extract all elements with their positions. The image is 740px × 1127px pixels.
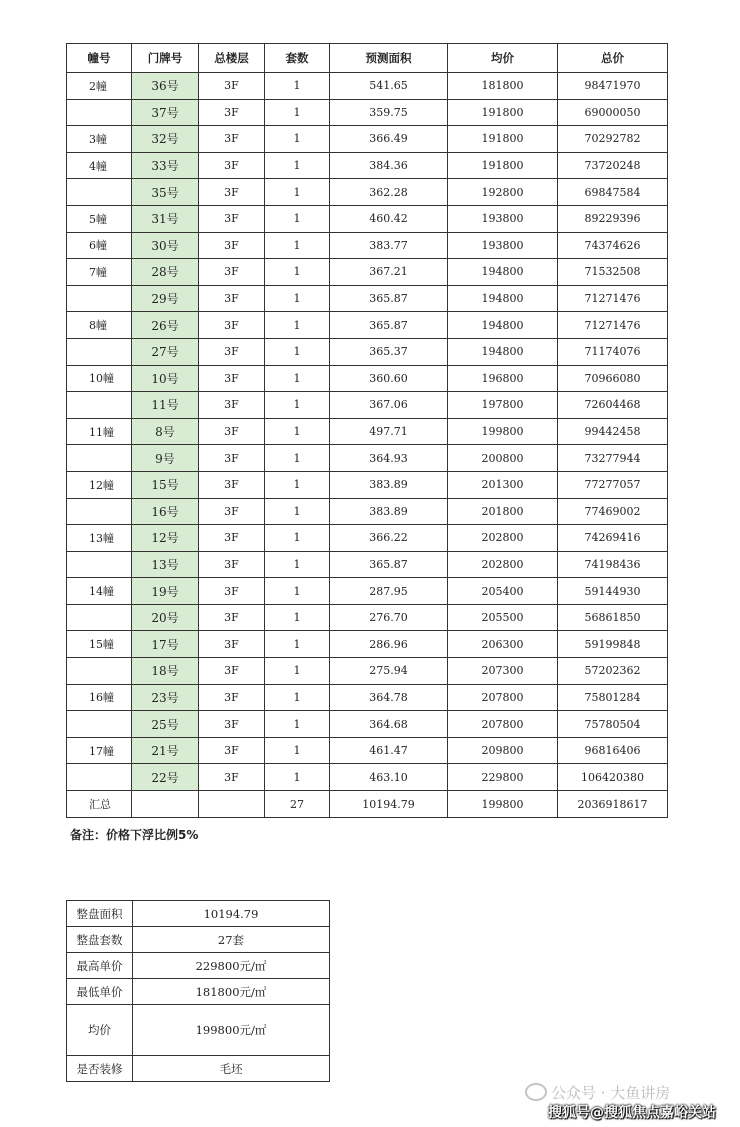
sohu-watermark: 搜狐号@搜狐焦点嘉峪关站 (548, 1105, 716, 1121)
average-price-cell: 201300 (448, 471, 558, 498)
building-cell (67, 445, 132, 472)
average-price-cell: 209800 (448, 737, 558, 764)
area-cell: 362.28 (330, 179, 448, 206)
header-average-price: 均价 (448, 44, 558, 73)
building-cell (67, 99, 132, 126)
door-number-cell: 10号 (132, 365, 199, 392)
header-total-floors: 总楼层 (199, 44, 265, 73)
units-cell: 1 (265, 578, 330, 605)
door-number-cell: 9号 (132, 445, 199, 472)
average-price-cell: 194800 (448, 312, 558, 339)
summary-label: 整盘套数 (67, 927, 133, 953)
average-price-cell: 191800 (448, 126, 558, 153)
table-body (67, 73, 668, 791)
summary-label: 是否装修 (67, 1056, 133, 1082)
door-number-cell: 25号 (132, 711, 199, 738)
average-price-cell: 199800 (448, 418, 558, 445)
summary-value: 199800元/㎡ (133, 1005, 330, 1056)
table-row (67, 232, 668, 259)
building-cell: 12幢 (67, 471, 132, 498)
average-price-cell: 229800 (448, 764, 558, 791)
table-row (67, 205, 668, 232)
table-header-row (67, 44, 668, 73)
area-cell: 276.70 (330, 604, 448, 631)
floors-cell: 3F (199, 312, 265, 339)
area-cell: 365.87 (330, 285, 448, 312)
floors-cell: 3F (199, 764, 265, 791)
door-number-cell: 33号 (132, 152, 199, 179)
average-price-cell: 191800 (448, 99, 558, 126)
floors-cell: 3F (199, 152, 265, 179)
door-number-cell: 35号 (132, 179, 199, 206)
header-building: 幢号 (67, 44, 132, 73)
units-cell: 1 (265, 179, 330, 206)
units-cell: 1 (265, 232, 330, 259)
total-price-cell: 69847584 (558, 179, 668, 206)
units-cell: 1 (265, 737, 330, 764)
building-cell (67, 658, 132, 685)
table-row (67, 99, 668, 126)
floors-cell: 3F (199, 525, 265, 552)
building-cell (67, 179, 132, 206)
floors-cell: 3F (199, 73, 265, 100)
door-number-cell: 13号 (132, 551, 199, 578)
total-price-cell: 56861850 (558, 604, 668, 631)
floors-cell: 3F (199, 737, 265, 764)
door-number-cell: 31号 (132, 205, 199, 232)
total-price-cell: 89229396 (558, 205, 668, 232)
area-cell: 365.87 (330, 551, 448, 578)
average-price-cell: 194800 (448, 285, 558, 312)
average-price-cell: 200800 (448, 445, 558, 472)
floors-cell: 3F (199, 711, 265, 738)
summary-row (67, 1005, 330, 1056)
average-price-cell: 191800 (448, 152, 558, 179)
table-row (67, 498, 668, 525)
total-price-cell: 75801284 (558, 684, 668, 711)
table-row (67, 711, 668, 738)
average-price-cell: 207300 (448, 658, 558, 685)
table-row (67, 392, 668, 419)
wechat-watermark-text: 公众号 · 大鱼讲房 (551, 1084, 671, 1102)
floors-cell: 3F (199, 338, 265, 365)
door-number-cell: 16号 (132, 498, 199, 525)
table-row (67, 551, 668, 578)
units-cell: 1 (265, 392, 330, 419)
totals-average-price: 199800 (448, 791, 558, 818)
area-cell: 541.65 (330, 73, 448, 100)
wechat-watermark (525, 1082, 670, 1103)
door-number-cell: 11号 (132, 392, 199, 419)
floors-cell: 3F (199, 205, 265, 232)
door-number-cell: 23号 (132, 684, 199, 711)
average-price-cell: 194800 (448, 259, 558, 286)
average-price-cell: 207800 (448, 684, 558, 711)
summary-row (67, 979, 330, 1005)
door-number-cell: 26号 (132, 312, 199, 339)
table-row (67, 684, 668, 711)
door-number-cell: 32号 (132, 126, 199, 153)
area-cell: 383.89 (330, 471, 448, 498)
table-row (67, 631, 668, 658)
units-cell: 1 (265, 445, 330, 472)
units-cell: 1 (265, 684, 330, 711)
building-cell: 14幢 (67, 578, 132, 605)
total-price-cell: 74198436 (558, 551, 668, 578)
units-cell: 1 (265, 711, 330, 738)
units-cell: 1 (265, 312, 330, 339)
floors-cell: 3F (199, 578, 265, 605)
building-cell: 17幢 (67, 737, 132, 764)
units-cell: 1 (265, 604, 330, 631)
summary-value: 毛坯 (133, 1056, 330, 1082)
door-number-cell: 37号 (132, 99, 199, 126)
total-price-cell: 71532508 (558, 259, 668, 286)
summary-label: 均价 (67, 1005, 133, 1056)
header-total-price: 总价 (558, 44, 668, 73)
area-cell: 383.89 (330, 498, 448, 525)
building-cell: 5幢 (67, 205, 132, 232)
table-row (67, 658, 668, 685)
floors-cell: 3F (199, 631, 265, 658)
totals-label: 汇总 (67, 791, 132, 818)
average-price-cell: 206300 (448, 631, 558, 658)
price-note: 备注：价格下浮比例5% (70, 828, 199, 842)
door-number-cell: 17号 (132, 631, 199, 658)
table-row (67, 73, 668, 100)
table-row (67, 179, 668, 206)
total-price-cell: 59144930 (558, 578, 668, 605)
table-row (67, 285, 668, 312)
area-cell: 461.47 (330, 737, 448, 764)
average-price-cell: 192800 (448, 179, 558, 206)
summary-label: 最高单价 (67, 953, 133, 979)
units-cell: 1 (265, 658, 330, 685)
floors-cell: 3F (199, 498, 265, 525)
total-price-cell: 106420380 (558, 764, 668, 791)
wechat-icon (525, 1083, 547, 1101)
total-price-cell: 72604468 (558, 392, 668, 419)
summary-row (67, 953, 330, 979)
building-cell: 10幢 (67, 365, 132, 392)
door-number-cell: 18号 (132, 658, 199, 685)
summary-label: 最低单价 (67, 979, 133, 1005)
area-cell: 364.68 (330, 711, 448, 738)
average-price-cell: 181800 (448, 73, 558, 100)
total-price-cell: 98471970 (558, 73, 668, 100)
building-cell: 8幢 (67, 312, 132, 339)
floors-cell: 3F (199, 551, 265, 578)
area-cell: 366.22 (330, 525, 448, 552)
price-table (66, 43, 668, 818)
building-cell (67, 498, 132, 525)
header-estimated-area: 预测面积 (330, 44, 448, 73)
total-price-cell: 74374626 (558, 232, 668, 259)
total-price-cell: 70966080 (558, 365, 668, 392)
building-cell (67, 764, 132, 791)
totals-area: 10194.79 (330, 791, 448, 818)
area-cell: 365.37 (330, 338, 448, 365)
door-number-cell: 12号 (132, 525, 199, 552)
average-price-cell: 196800 (448, 365, 558, 392)
building-cell: 6幢 (67, 232, 132, 259)
total-price-cell: 74269416 (558, 525, 668, 552)
floors-cell: 3F (199, 126, 265, 153)
summary-value: 27套 (133, 927, 330, 953)
units-cell: 1 (265, 764, 330, 791)
door-number-cell: 19号 (132, 578, 199, 605)
floors-cell: 3F (199, 658, 265, 685)
building-cell (67, 338, 132, 365)
units-cell: 1 (265, 152, 330, 179)
total-price-cell: 70292782 (558, 126, 668, 153)
units-cell: 1 (265, 631, 330, 658)
average-price-cell: 202800 (448, 551, 558, 578)
totals-row (67, 791, 668, 818)
table-row (67, 152, 668, 179)
average-price-cell: 194800 (448, 338, 558, 365)
door-number-cell: 36号 (132, 73, 199, 100)
header-unit-count: 套数 (265, 44, 330, 73)
building-cell (67, 551, 132, 578)
door-number-cell: 20号 (132, 604, 199, 631)
building-cell (67, 392, 132, 419)
area-cell: 367.21 (330, 259, 448, 286)
table-row (67, 604, 668, 631)
area-cell: 463.10 (330, 764, 448, 791)
summary-row (67, 927, 330, 953)
building-cell: 11幢 (67, 418, 132, 445)
floors-cell: 3F (199, 259, 265, 286)
area-cell: 359.75 (330, 99, 448, 126)
area-cell: 364.93 (330, 445, 448, 472)
table-row (67, 471, 668, 498)
totals-door (132, 791, 199, 818)
total-price-cell: 75780504 (558, 711, 668, 738)
summary-row (67, 901, 330, 927)
units-cell: 1 (265, 73, 330, 100)
floors-cell: 3F (199, 392, 265, 419)
floors-cell: 3F (199, 232, 265, 259)
units-cell: 1 (265, 471, 330, 498)
door-number-cell: 28号 (132, 259, 199, 286)
area-cell: 366.49 (330, 126, 448, 153)
summary-value: 10194.79 (133, 901, 330, 927)
table-row (67, 312, 668, 339)
total-price-cell: 59199848 (558, 631, 668, 658)
average-price-cell: 202800 (448, 525, 558, 552)
table-row (67, 764, 668, 791)
units-cell: 1 (265, 498, 330, 525)
building-cell (67, 604, 132, 631)
total-price-cell: 71271476 (558, 312, 668, 339)
area-cell: 460.42 (330, 205, 448, 232)
total-price-cell: 57202362 (558, 658, 668, 685)
total-price-cell: 71174076 (558, 338, 668, 365)
summary-row (67, 1056, 330, 1082)
door-number-cell: 29号 (132, 285, 199, 312)
table-row (67, 365, 668, 392)
total-price-cell: 96816406 (558, 737, 668, 764)
totals-units: 27 (265, 791, 330, 818)
totals-total-price: 2036918617 (558, 791, 668, 818)
table-row (67, 525, 668, 552)
total-price-cell: 77469002 (558, 498, 668, 525)
total-price-cell: 73720248 (558, 152, 668, 179)
door-number-cell: 22号 (132, 764, 199, 791)
total-price-cell: 73277944 (558, 445, 668, 472)
units-cell: 1 (265, 99, 330, 126)
floors-cell: 3F (199, 285, 265, 312)
door-number-cell: 27号 (132, 338, 199, 365)
average-price-cell: 201800 (448, 498, 558, 525)
area-cell: 275.94 (330, 658, 448, 685)
building-cell: 2幢 (67, 73, 132, 100)
average-price-cell: 193800 (448, 205, 558, 232)
average-price-cell: 205400 (448, 578, 558, 605)
area-cell: 287.95 (330, 578, 448, 605)
units-cell: 1 (265, 285, 330, 312)
floors-cell: 3F (199, 684, 265, 711)
building-cell: 16幢 (67, 684, 132, 711)
table-row (67, 737, 668, 764)
door-number-cell: 8号 (132, 418, 199, 445)
floors-cell: 3F (199, 99, 265, 126)
average-price-cell: 197800 (448, 392, 558, 419)
units-cell: 1 (265, 205, 330, 232)
door-number-cell: 30号 (132, 232, 199, 259)
table-row (67, 259, 668, 286)
header-door-number: 门牌号 (132, 44, 199, 73)
units-cell: 1 (265, 259, 330, 286)
area-cell: 365.87 (330, 312, 448, 339)
area-cell: 360.60 (330, 365, 448, 392)
units-cell: 1 (265, 365, 330, 392)
table-row (67, 418, 668, 445)
totals-floors (199, 791, 265, 818)
floors-cell: 3F (199, 471, 265, 498)
table-row (67, 445, 668, 472)
units-cell: 1 (265, 338, 330, 365)
summary-value: 229800元/㎡ (133, 953, 330, 979)
area-cell: 383.77 (330, 232, 448, 259)
average-price-cell: 193800 (448, 232, 558, 259)
building-cell: 7幢 (67, 259, 132, 286)
area-cell: 364.78 (330, 684, 448, 711)
summary-label: 整盘面积 (67, 901, 133, 927)
building-cell: 3幢 (67, 126, 132, 153)
average-price-cell: 207800 (448, 711, 558, 738)
floors-cell: 3F (199, 365, 265, 392)
table-row (67, 338, 668, 365)
floors-cell: 3F (199, 604, 265, 631)
building-cell: 13幢 (67, 525, 132, 552)
table-row (67, 578, 668, 605)
door-number-cell: 21号 (132, 737, 199, 764)
average-price-cell: 205500 (448, 604, 558, 631)
total-price-cell: 69000050 (558, 99, 668, 126)
building-cell (67, 285, 132, 312)
units-cell: 1 (265, 126, 330, 153)
building-cell: 15幢 (67, 631, 132, 658)
door-number-cell: 15号 (132, 471, 199, 498)
units-cell: 1 (265, 418, 330, 445)
area-cell: 384.36 (330, 152, 448, 179)
total-price-cell: 77277057 (558, 471, 668, 498)
floors-cell: 3F (199, 445, 265, 472)
total-price-cell: 99442458 (558, 418, 668, 445)
total-price-cell: 71271476 (558, 285, 668, 312)
building-cell: 4幢 (67, 152, 132, 179)
floors-cell: 3F (199, 418, 265, 445)
summary-value: 181800元/㎡ (133, 979, 330, 1005)
units-cell: 1 (265, 551, 330, 578)
building-cell (67, 711, 132, 738)
area-cell: 497.71 (330, 418, 448, 445)
summary-table (66, 900, 330, 1082)
units-cell: 1 (265, 525, 330, 552)
floors-cell: 3F (199, 179, 265, 206)
area-cell: 286.96 (330, 631, 448, 658)
table-row (67, 126, 668, 153)
area-cell: 367.06 (330, 392, 448, 419)
